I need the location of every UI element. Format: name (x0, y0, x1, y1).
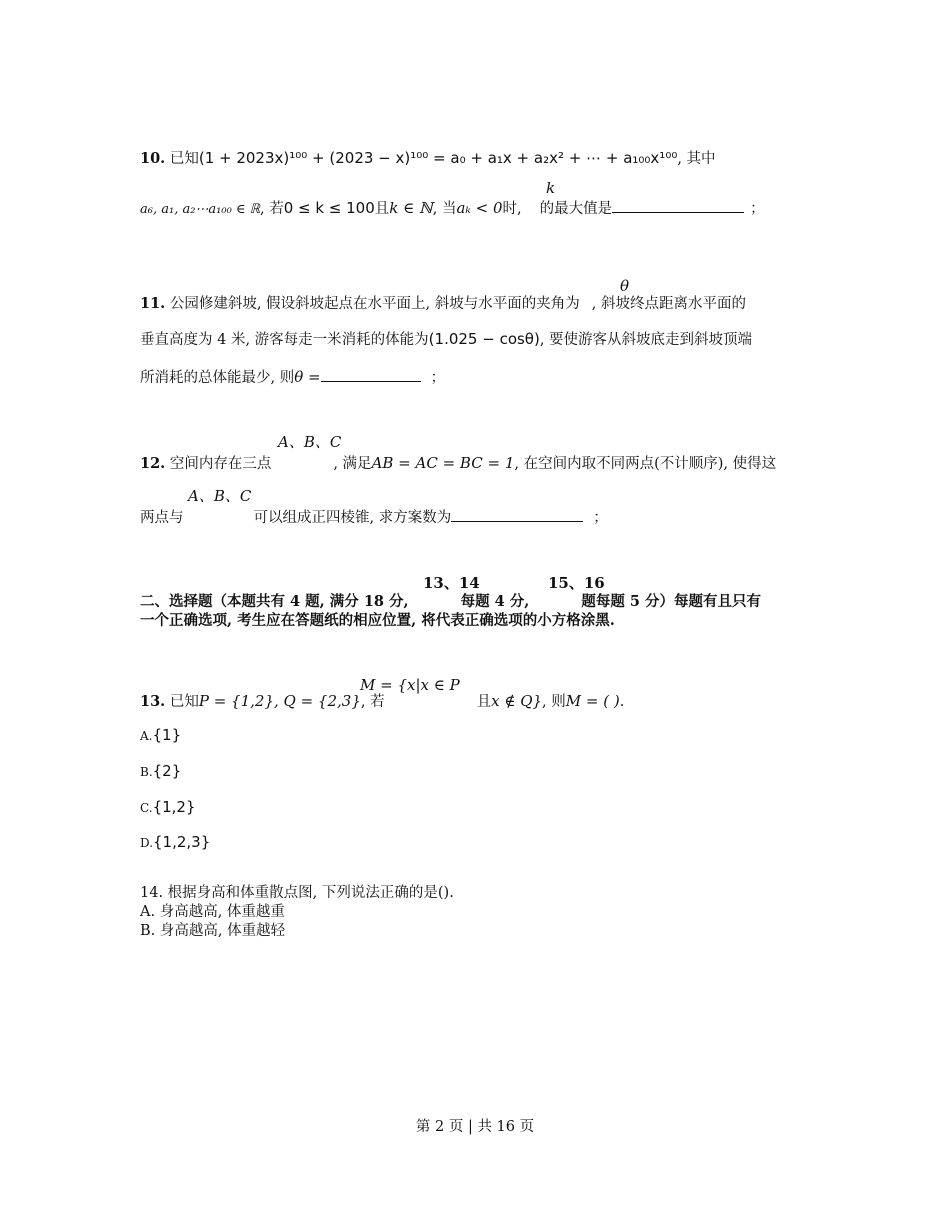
q11-text: , 要使游客从斜坡底走到斜坡顶端 (539, 332, 753, 348)
q10-line1 (140, 148, 716, 169)
q13-raised-set: M = {x|x ∈ P (360, 676, 460, 694)
q11-end: ； (430, 370, 446, 386)
q12-raised-abc: A、B、C (278, 433, 342, 451)
option-label: B. (140, 765, 153, 779)
option-label: C. (140, 801, 153, 815)
section-heading-line2: 一个正确选项, 考生应在答题纸的相应位置, 将代表正确选项的小方格涂黑. (140, 612, 615, 629)
q10-number: 10. (140, 150, 166, 167)
q10-line2 (140, 198, 765, 220)
q10-question: 的最大值是 (539, 201, 613, 217)
q13-condition: x ∉ Q} (491, 692, 543, 710)
q10-end: ； (750, 201, 765, 217)
q12-text: 可以组成正四棱锥, 求方案数为 (253, 510, 452, 526)
q12-line1 (140, 453, 776, 474)
q11-number: 11. (140, 295, 166, 312)
q13-option-a[interactable] (140, 725, 181, 746)
q14-option-a[interactable]: A. 身高越高, 体重越重 (140, 904, 285, 920)
q13-sets: P = {1,2}, Q = {2,3} (198, 692, 361, 710)
q11-line2 (140, 329, 752, 350)
option-label: A. (140, 729, 153, 743)
q10-coeffs: a₆, a₁, a₂⋯a₁₀₀ ∈ ℝ (140, 202, 260, 217)
q12-text: , 在空间内取不同两点(不计顺序), 使得这 (514, 456, 777, 472)
q12-number: 12. (140, 455, 166, 472)
q10-condition: aₖ < 0 (456, 199, 503, 217)
q11-line1 (140, 294, 746, 314)
q13-number: 13. (140, 693, 166, 710)
section-raised-1516: 15、16 (548, 574, 605, 592)
q12-text: 两点与 (140, 510, 184, 526)
q11-text: 公园修建斜坡, 假设斜坡起点在水平面上, 斜坡与水平面的夹角为 (169, 296, 580, 312)
q13-text: 已知 (169, 694, 199, 710)
q10-text: , 若 (259, 201, 284, 217)
q14-option-b[interactable]: B. 身高越高, 体重越轻 (140, 923, 286, 939)
q13-end: . (619, 694, 625, 710)
section-text: 二、选择题（本题共有 4 题, 满分 18 分, (140, 593, 409, 610)
q10-text: 且 (374, 201, 390, 217)
q12-text: , 满足 (333, 456, 372, 472)
page-footer: 第 2 页 | 共 16 页 (415, 1119, 535, 1135)
q13-text: , 若 (360, 694, 385, 710)
q11-text: 所消耗的总体能最少, 则 (140, 370, 295, 386)
q14-stem: 14. 根据身高和体重散点图, 下列说法正确的是(). (140, 885, 454, 901)
q13-option-b[interactable] (140, 761, 181, 782)
q11-formula: (1.025 − cosθ) (428, 330, 540, 348)
q12-condition: AB = AC = BC = 1 (371, 454, 515, 472)
q11-line3 (140, 367, 445, 388)
q11-raised-theta: θ (620, 277, 630, 295)
section-text: 题每题 5 分）每题有且只有 (581, 593, 762, 610)
q12-end: ； (593, 510, 608, 526)
q10-tail: , 其中 (677, 151, 716, 167)
q13-option-d[interactable] (140, 832, 210, 853)
q13-option-c[interactable] (140, 797, 196, 818)
option-value: {1,2} (152, 798, 196, 816)
q10-formula: (1 + 2023x)¹⁰⁰ + (2023 − x)¹⁰⁰ = a₀ + a₁x + a₂x² + ⋯ + a₁₀₀x¹⁰⁰ (198, 149, 678, 167)
option-label: D. (140, 836, 154, 850)
section-raised-1314: 13、14 (423, 574, 480, 592)
q10-text: 已知 (169, 151, 199, 167)
q10-answer-blank[interactable] (612, 198, 744, 213)
q12-text: 空间内存在三点 (169, 456, 272, 472)
q11-theta-eq: θ = (294, 368, 321, 386)
section-heading-line1 (140, 592, 761, 612)
q13-text: , 则 (542, 694, 566, 710)
q11-text: 垂直高度为 4 米, 游客每走一米消耗的体能为 (140, 332, 429, 348)
q10-range: 0 ≤ k ≤ 100 (283, 199, 375, 217)
option-value: {2} (152, 762, 182, 780)
q10-text: , 当 (432, 201, 457, 217)
q12-raised-abc: A、B、C (188, 487, 252, 505)
option-value: {1} (152, 726, 182, 744)
q13-text: 且 (476, 694, 492, 710)
q10-k-natural: k ∈ ℕ (389, 199, 433, 217)
q12-answer-blank[interactable] (451, 507, 583, 522)
q10-raised-k: k (546, 179, 556, 197)
q10-text: 时, (502, 201, 522, 217)
q11-answer-blank[interactable] (321, 367, 421, 382)
q11-text: , 斜坡终点距离水平面的 (591, 296, 746, 312)
q12-line2 (140, 507, 608, 528)
q13-stem (140, 691, 624, 712)
section-text: 每题 4 分, (460, 593, 530, 610)
option-value: {1,2,3} (153, 833, 211, 851)
q13-answer-paren: M = ( ) (565, 692, 620, 710)
